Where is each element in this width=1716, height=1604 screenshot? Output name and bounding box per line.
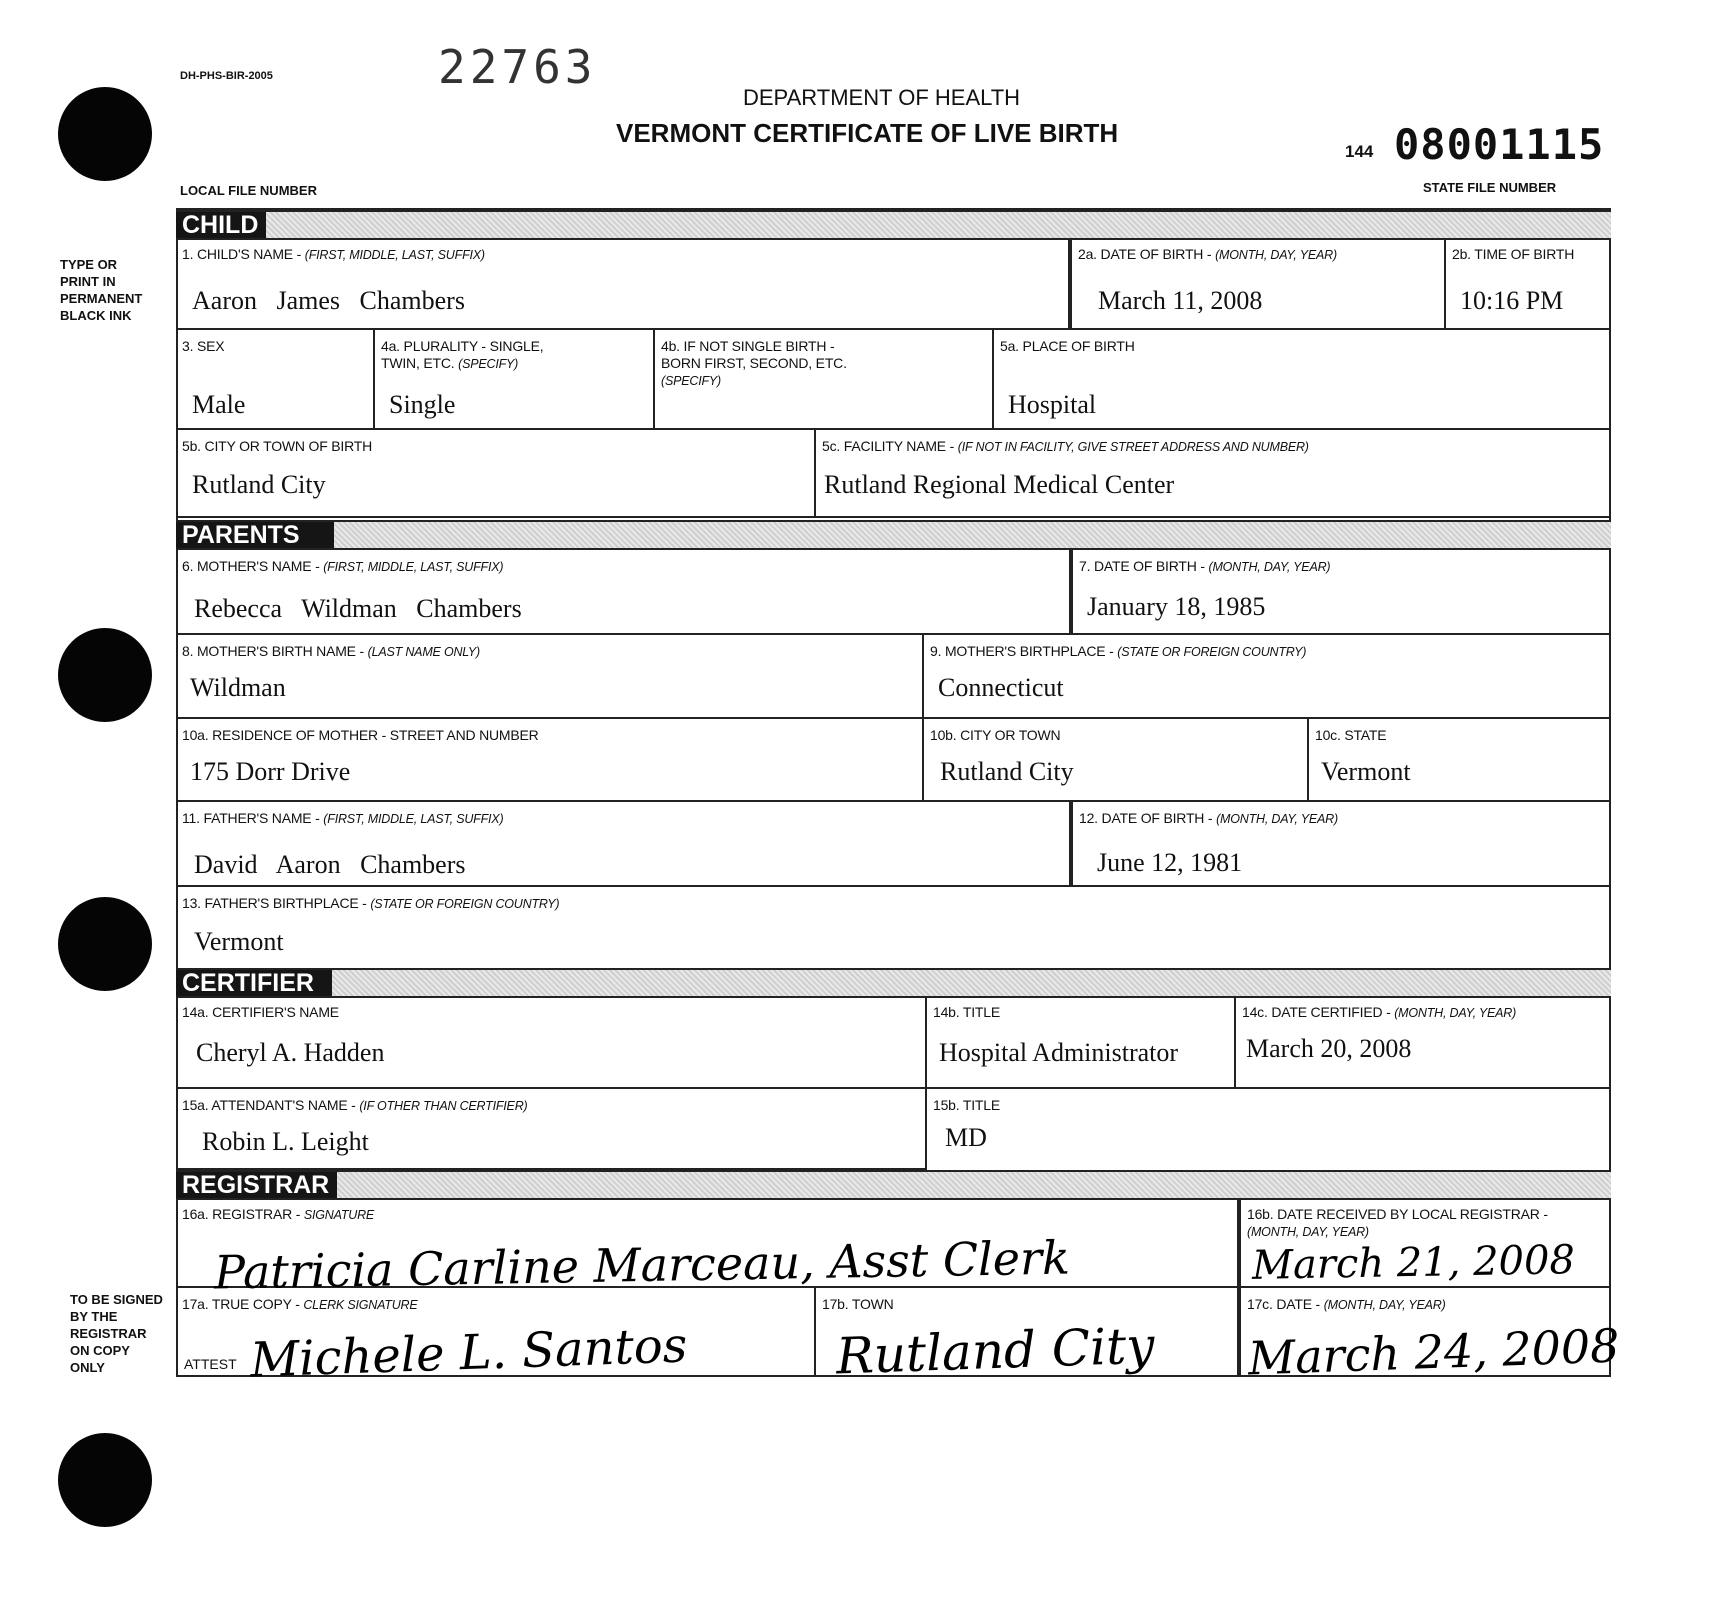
father-dob-value: June 12, 1981 — [1097, 848, 1243, 877]
city-of-birth-value: Rutland City — [192, 470, 326, 499]
plurality-value: Single — [389, 390, 456, 419]
field-father-dob — [1071, 802, 1609, 887]
section-band-parents — [176, 520, 1611, 550]
section-band-certifier — [176, 968, 1611, 998]
label: 16b. DATE RECEIVED BY LOCAL REGISTRAR - — [1247, 1206, 1548, 1222]
label: 12. DATE OF BIRTH - — [1079, 810, 1217, 826]
label: 5a. PLACE OF BIRTH — [1000, 338, 1135, 354]
label: 7. DATE OF BIRTH - — [1079, 558, 1209, 574]
field-certifier-title — [927, 996, 1236, 1089]
hint: (IF NOT IN FACILITY, GIVE STREET ADDRESS AND NUMBER) — [957, 440, 1309, 454]
child-name-value: Aaron James Chambers — [192, 286, 465, 315]
field-father-birthplace — [176, 887, 1609, 969]
field-certifier-name — [176, 996, 927, 1089]
hint: (FIRST, MIDDLE, LAST, SUFFIX) — [323, 812, 504, 826]
field-child-tob — [1446, 238, 1609, 330]
hint: (FIRST, MIDDLE, LAST, SUFFIX) — [323, 560, 504, 574]
field-mother-dob — [1071, 550, 1609, 635]
section-title-certifier: CERTIFIER — [176, 970, 332, 996]
section-title-parents: PARENTS — [176, 522, 334, 548]
certifier-title-value: Hospital Administrator — [939, 1038, 1179, 1067]
field-mother-name — [176, 550, 1071, 635]
field-facility — [816, 430, 1609, 518]
hint: (STATE OR FOREIGN COUNTRY) — [1117, 645, 1307, 659]
date-certified-value: March 20, 2008 — [1246, 1034, 1412, 1063]
mother-name-value: Rebecca Wildman Chambers — [194, 594, 522, 623]
label: 2b. TIME OF BIRTH — [1452, 246, 1575, 262]
field-child-dob — [1070, 238, 1446, 330]
attest-label: ATTEST — [184, 1356, 237, 1372]
field-attendant-title — [927, 1089, 1609, 1170]
field-plurality — [375, 330, 655, 430]
field-child-name — [176, 238, 1070, 330]
date-received-handwritten: March 21, 2008 — [1251, 1237, 1576, 1289]
field-attendant-name — [176, 1089, 927, 1170]
certifier-name-value: Cheryl A. Hadden — [196, 1038, 385, 1067]
hint: (STATE OR FOREIGN COUNTRY) — [370, 897, 560, 911]
field-sex — [176, 330, 375, 430]
local-file-number: 22763 — [438, 40, 597, 94]
label: 9. MOTHER'S BIRTHPLACE - — [930, 643, 1118, 659]
field-mother-birthplace — [924, 635, 1609, 719]
field-birth-order — [655, 330, 994, 430]
section-band-registrar — [176, 1170, 1611, 1200]
mother-birthplace-value: Connecticut — [938, 673, 1064, 702]
copy-date-handwritten: March 24, 2008 — [1247, 1318, 1621, 1386]
label: 8. MOTHER'S BIRTH NAME - — [182, 643, 368, 659]
label: 16a. REGISTRAR - — [182, 1206, 304, 1222]
label: 10b. CITY OR TOWN — [930, 727, 1061, 743]
mother-birth-name-value: Wildman — [190, 673, 286, 702]
label: 11. FATHER'S NAME - — [182, 810, 324, 826]
hint: (LAST NAME ONLY) — [367, 645, 480, 659]
state-file-number: 08001115 — [1394, 120, 1605, 169]
child-tob-value: 10:16 PM — [1460, 286, 1564, 315]
label: 17c. DATE - — [1247, 1296, 1324, 1312]
certificate-title: VERMONT CERTIFICATE OF LIVE BIRTH — [616, 118, 1119, 148]
sex-value: Male — [192, 390, 246, 419]
local-file-label: LOCAL FILE NUMBER — [180, 183, 317, 198]
ink-note: TYPE OR PRINT IN PERMANENT BLACK INK — [60, 257, 143, 323]
field-place-of-birth — [994, 330, 1609, 430]
label: 4a. PLURALITY - SINGLE, TWIN, ETC. — [381, 338, 544, 371]
hint: (MONTH, DAY, YEAR) — [1208, 560, 1331, 574]
father-name-value: David Aaron Chambers — [194, 850, 466, 879]
label: 10a. RESIDENCE OF MOTHER - STREET AND NUMBER — [182, 727, 539, 743]
mother-dob-value: January 18, 1985 — [1087, 592, 1266, 621]
binder-hole — [58, 628, 152, 722]
attendant-title-value: MD — [945, 1123, 987, 1152]
hint: (MONTH, DAY, YEAR) — [1216, 812, 1338, 826]
binder-hole — [58, 897, 152, 991]
field-father-name — [176, 802, 1071, 887]
label: 17b. TOWN — [822, 1296, 894, 1312]
hint: (MONTH, DAY, YEAR) — [1215, 248, 1337, 262]
section-title-child: CHILD — [176, 212, 266, 238]
label: 14c. DATE CERTIFIED - — [1242, 1004, 1395, 1020]
hint: (SPECIFY) — [458, 357, 519, 371]
father-birthplace-value: Vermont — [194, 927, 284, 956]
attendant-name-value: Robin L. Leight — [202, 1127, 369, 1156]
label: 1. CHILD'S NAME - — [182, 246, 305, 262]
hint: CLERK SIGNATURE — [303, 1298, 418, 1312]
place-of-birth-value: Hospital — [1008, 390, 1097, 419]
child-dob-value: March 11, 2008 — [1098, 286, 1263, 315]
residence-city-value: Rutland City — [940, 757, 1074, 786]
registrar-signature: Patricia Carline Marceau, Asst Clerk — [213, 1230, 1071, 1300]
hint: (IF OTHER THAN CERTIFIER) — [359, 1099, 528, 1113]
label: 5c. FACILITY NAME - — [822, 438, 958, 454]
field-mother-birth-name — [176, 635, 924, 719]
field-city-of-birth — [176, 430, 816, 518]
label: 13. FATHER'S BIRTHPLACE - — [182, 895, 371, 911]
label: 6. MOTHER'S NAME - — [182, 558, 324, 574]
hint: (SPECIFY) — [661, 374, 722, 388]
field-date-certified — [1236, 996, 1609, 1089]
section-title-registrar: REGISTRAR — [176, 1172, 337, 1198]
residence-state-value: Vermont — [1321, 757, 1411, 786]
town-handwritten: Rutland City — [835, 1316, 1156, 1386]
field-residence-city — [924, 719, 1309, 802]
clerk-signature: Michele L. Santos — [249, 1317, 689, 1389]
residence-value: 175 Dorr Drive — [190, 757, 351, 786]
registrar-note: TO BE SIGNED BY THE REGISTRAR ON COPY ONLY — [70, 1292, 163, 1375]
label: 14a. CERTIFIER'S NAME — [182, 1004, 339, 1020]
hint: SIGNATURE — [303, 1208, 375, 1222]
hint: (MONTH, DAY, YEAR) — [1247, 1225, 1369, 1239]
label: 15b. TITLE — [933, 1097, 1001, 1113]
state-file-label: STATE FILE NUMBER — [1423, 180, 1557, 195]
label: 14b. TITLE — [933, 1004, 1001, 1020]
form-code: DH-PHS-BIR-2005 — [180, 70, 273, 82]
label: 17a. TRUE COPY - — [182, 1296, 304, 1312]
field-residence-state — [1309, 719, 1609, 802]
hint: (MONTH, DAY, YEAR) — [1394, 1006, 1517, 1020]
hint: (FIRST, MIDDLE, LAST, SUFFIX) — [304, 248, 485, 262]
label: 5b. CITY OR TOWN OF BIRTH — [182, 438, 372, 454]
label: 15a. ATTENDANT'S NAME - — [182, 1097, 360, 1113]
label: 2a. DATE OF BIRTH - — [1078, 246, 1216, 262]
state-prefix: 144 — [1345, 142, 1374, 161]
label: 4b. IF NOT SINGLE BIRTH - BORN FIRST, SECOND, ETC. — [661, 338, 847, 371]
label: 3. SEX — [182, 338, 225, 354]
facility-value: Rutland Regional Medical Center — [824, 470, 1175, 499]
section-band-child — [176, 210, 1611, 240]
field-residence — [176, 719, 924, 802]
label: 10c. STATE — [1315, 727, 1387, 743]
binder-hole — [58, 1433, 152, 1527]
hint: (MONTH, DAY, YEAR) — [1323, 1298, 1446, 1312]
binder-hole — [58, 87, 152, 181]
department-title: DEPARTMENT OF HEALTH — [743, 85, 1021, 110]
